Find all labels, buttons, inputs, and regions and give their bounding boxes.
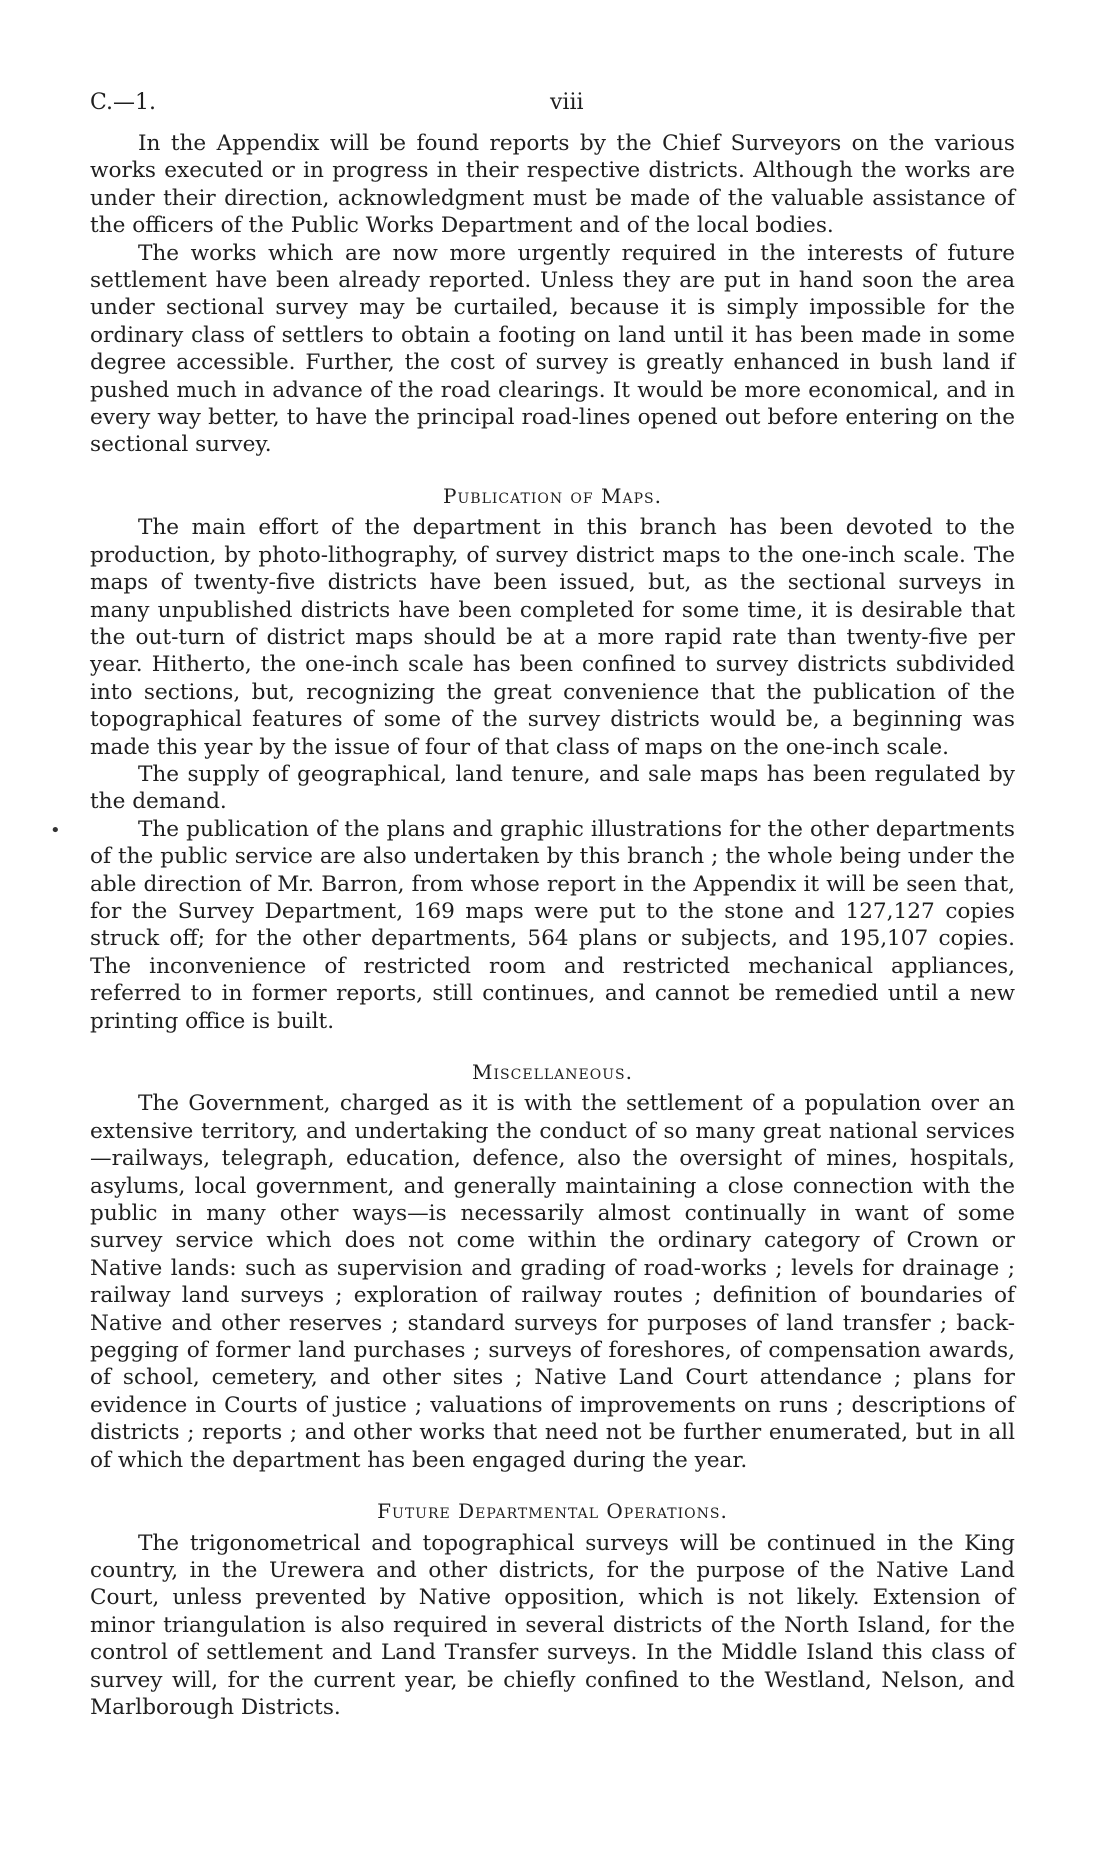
running-head	[90, 90, 1015, 130]
paragraph-urgent-works: The works which are now more urgently required in the interests of future settlement have been already reported. Unless they are put in hand soon the area under sectional survey may be curtailed, because it is simply impossible for the ordinary class of settlers to obtain a footing on land until it has been made in some degree accessible. Further, the cost of survey is greatly enhanced in bush land if pushed much in advance of the road clearings. It would be more economical, and in every way better, to have the principal road-lines opened out before entering on the sectional survey.	[90, 240, 1015, 458]
section-heading-miscellaneous: Miscellaneous.	[472, 1060, 633, 1084]
margin-dot: •	[50, 820, 61, 841]
section-heading-future-operations: Future Departmental Operations.	[377, 1499, 728, 1524]
page-number: viii	[550, 90, 584, 115]
paragraph-plans-publication: The publication of the plans and graphic illustrations for the other departments of the public service are also undertaken by this branch ; the whole being under the able direction of Mr. Barron, from whose report in the Appendix it will be seen that, for the Survey Department, 169 maps were put to the stone and 127,127 copies struck off; for the other departments, 564 plans or subjects, and 195,107 copies. The inconvenience of restricted room and restricted mechanical appliances, referred to in former reports, still continues, and cannot be remedied until a new printing office is built.	[90, 816, 1015, 1034]
paragraph-maps-production: The main effort of the department in this branch has been devoted to the production, by photo-lithography, of survey district maps to the one-inch scale. The maps of twenty-five districts have been issued, but, as the sectional surveys in many unpublished districts have been completed for some time, it is desirable that the out-turn of district maps should be at a more rapid rate than twenty-five per year. Hitherto, the one-inch scale has been confined to survey districts subdivided into sections, but, recognizing the great convenience that the publication of the topographical features of some of the survey districts would be, a beginning was made this year by the issue of four of that class of maps on the one-inch scale.	[90, 515, 1015, 760]
paragraph-government-services: The Government, charged as it is with the settlement of a population over an extensive territory, and undertaking the conduct of so many great national services—railways, telegraph, education, defence, also the oversight of mines, hospitals, asylums, local government, and generally maintaining a close connection with the public in many other ways—is necessarily almost continually in want of some survey service which does not come within the ordinary category of Crown or Native lands: such as supervision and grading of road-works ; levels for drainage ; railway land surveys ; exploration of railway routes ; definition of boundaries of Native and other reserves ; standard surveys for purposes of land transfer ; back-pegging of former land purchases ; surveys of foreshores, of compensation awards, of school, cemetery, and other sites ; Native Land Court attendance ; plans for evidence in Courts of justice ; valuations of improvements on runs ; descriptions of districts ; reports ; and other works that need not be further enumerated, but in all of which the department has been engaged during the year.	[90, 1091, 1015, 1473]
document-reference: C.—1.	[90, 90, 157, 115]
body-text	[90, 130, 1015, 1721]
document-page	[90, 90, 1015, 1721]
paragraph-appendix-reports: In the Appendix will be found reports by the Chief Surveyors on the various works executed or in progress in their respective districts. Although the works are under their direction, acknowledgment must be made of the valuable assistance of the officers of the Public Works Department and of the local bodies.	[90, 131, 1015, 239]
paragraph-maps-supply: The supply of geographical, land tenure, and sale maps has been regulated by the demand.	[90, 761, 1015, 815]
paragraph-future-surveys: The trigonometrical and topographical surveys will be continued in the King country, in the Urewera and other districts, for the purpose of the Native Land Court, unless prevented by Native opposition, which is not likely. Extension of minor triangulation is also required in several districts of the North Island, for the control of settlement and Land Transfer surveys. In the Middle Island this class of survey will, for the current year, be chiefly confined to the Westland, Nelson, and Marlborough Districts.	[90, 1530, 1015, 1720]
section-heading-publication-of-maps: Publication of Maps.	[443, 483, 662, 508]
